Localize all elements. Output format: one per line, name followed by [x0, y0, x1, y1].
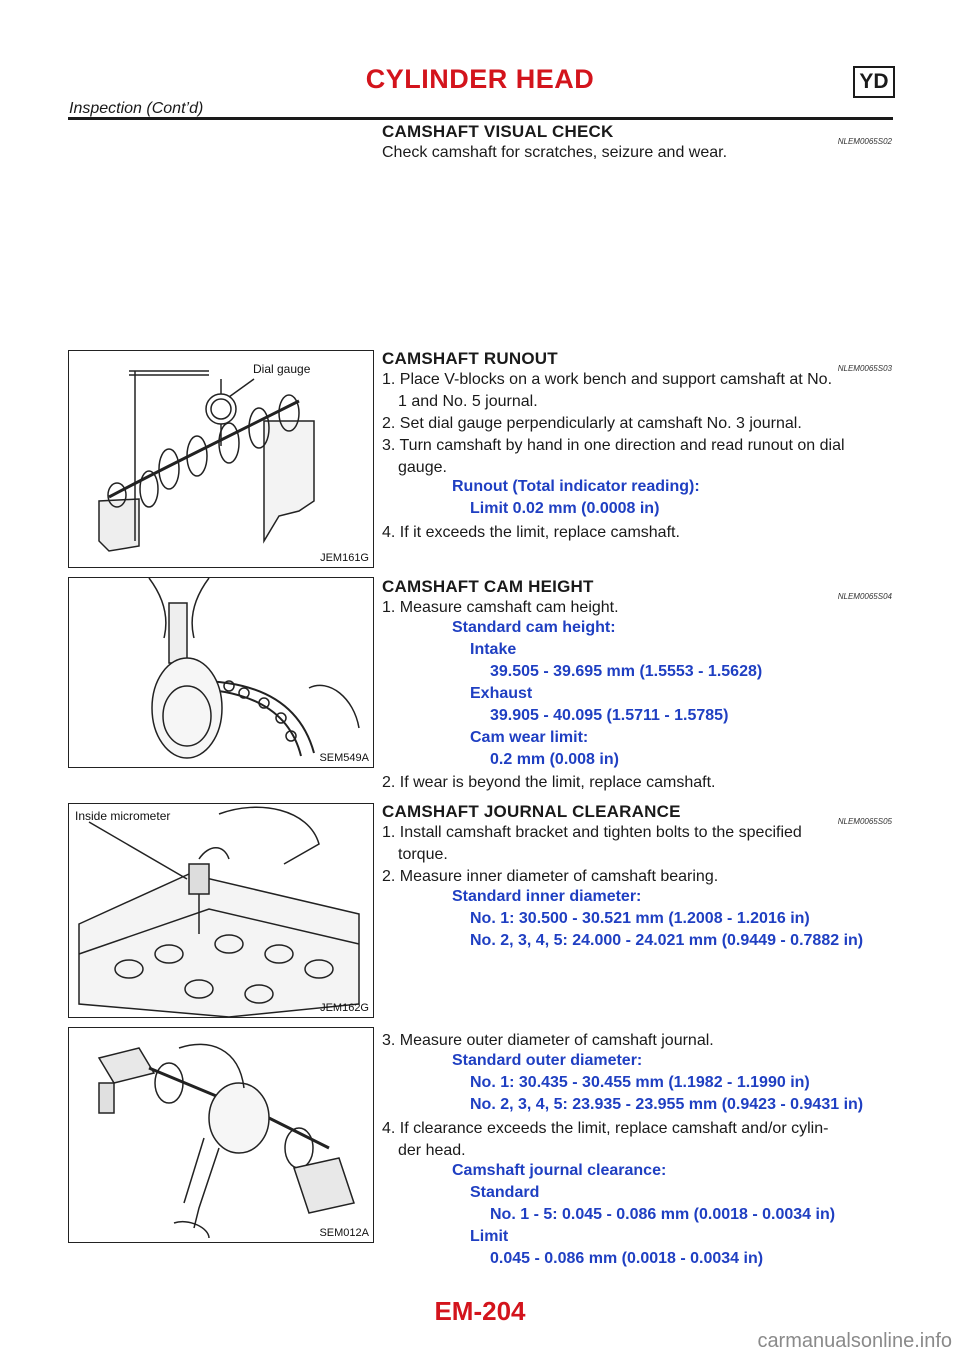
runout-heading: CAMSHAFT RUNOUT [382, 349, 558, 368]
figure-label-sem549a: SEM549A [319, 752, 369, 764]
model-badge: YD [853, 66, 895, 98]
dial-gauge-illustration [69, 351, 373, 567]
clearance-title: Camshaft journal clearance: [452, 1162, 667, 1179]
journal-measure-illustration [69, 1028, 373, 1242]
inside-micrometer-callout: Inside micrometer [75, 809, 171, 823]
cam-height-exhaust: Exhaust [470, 685, 533, 702]
runout-step-4: 4. If it exceeds the limit, replace camshaft. [382, 524, 680, 541]
dial-gauge-callout: Dial gauge [253, 362, 311, 376]
cam-height-step-2: 2. If wear is beyond the limit, replace camshaft. [382, 774, 716, 791]
visual-check-code: NLEM0065S02 [837, 137, 892, 146]
inner-diameter-no2-5: No. 2, 3, 4, 5: 24.000 - 24.021 mm (0.9449 - 0.7882 in) [470, 932, 864, 949]
figure-label-jem162g: JEM162G [320, 1002, 369, 1014]
clearance-limit-value: 0.045 - 0.086 mm (0.0018 - 0.0034 in) [490, 1250, 764, 1267]
visual-check-heading: CAMSHAFT VISUAL CHECK [382, 122, 614, 141]
cylinder-head-illustration [69, 804, 373, 1017]
cam-height-intake: Intake [470, 641, 517, 658]
runout-step-1-cont: 1 and No. 5 journal. [398, 393, 538, 410]
figure-inside-micrometer [68, 803, 374, 1018]
cam-height-step-1: 1. Measure camshaft cam height. [382, 599, 619, 616]
cam-height-exhaust-value: 39.905 - 40.095 (1.5711 - 1.5785) [490, 707, 729, 724]
journal-code: NLEM0065S05 [837, 817, 892, 826]
runout-spec-title: Runout (Total indicator reading): [452, 478, 700, 495]
inner-diameter-no1: No. 1: 30.500 - 30.521 mm (1.2008 - 1.2016 in) [470, 910, 810, 927]
outer-diameter-no1: No. 1: 30.435 - 30.455 mm (1.1982 - 1.1990 in) [470, 1074, 810, 1091]
runout-step-1: 1. Place V-blocks on a work bench and support camshaft at No. [382, 371, 833, 388]
journal-step-4-cont: der head. [398, 1142, 466, 1159]
runout-spec-limit: Limit 0.02 mm (0.0008 in) [470, 500, 660, 517]
clearance-standard-value: No. 1 - 5: 0.045 - 0.086 mm (0.0018 - 0.0034 in) [490, 1206, 836, 1223]
visual-check-text: Check camshaft for scratches, seizure and wear. [382, 144, 728, 161]
cam-height-heading: CAMSHAFT CAM HEIGHT [382, 577, 594, 596]
header-rule [68, 117, 893, 120]
figure-cam-height [68, 577, 374, 768]
cam-height-code: NLEM0065S04 [837, 592, 892, 601]
cam-wear-limit: Cam wear limit: [470, 729, 589, 746]
page-subtitle: Inspection (Cont’d) [69, 100, 204, 117]
micrometer-illustration [69, 578, 373, 767]
cam-height-spec-title: Standard cam height: [452, 619, 616, 636]
cam-wear-limit-value: 0.2 mm (0.008 in) [490, 751, 619, 768]
clearance-standard: Standard [470, 1184, 540, 1201]
outer-diameter-title: Standard outer diameter: [452, 1052, 643, 1069]
figure-dial-gauge [68, 350, 374, 568]
page-number: EM-204 [434, 1296, 526, 1326]
clearance-limit: Limit [470, 1228, 509, 1245]
runout-step-3: 3. Turn camshaft by hand in one direction and read runout on dial [382, 437, 845, 454]
runout-code: NLEM0065S03 [837, 364, 892, 373]
journal-step-3: 3. Measure outer diameter of camshaft journal. [382, 1032, 714, 1049]
journal-step-4: 4. If clearance exceeds the limit, replace camshaft and/or cylin- [382, 1120, 829, 1137]
watermark: carmanualsonline.info [757, 1330, 952, 1352]
journal-heading: CAMSHAFT JOURNAL CLEARANCE [382, 802, 681, 821]
inner-diameter-title: Standard inner diameter: [452, 888, 642, 905]
outer-diameter-no2-5: No. 2, 3, 4, 5: 23.935 - 23.955 mm (0.9423 - 0.9431 in) [470, 1096, 864, 1113]
journal-step-1-cont: torque. [398, 846, 448, 863]
journal-step-2: 2. Measure inner diameter of camshaft bearing. [382, 868, 719, 885]
figure-outer-micrometer [68, 1027, 374, 1243]
page-title: CYLINDER HEAD [365, 64, 595, 94]
figure-label-jem161g: JEM161G [320, 552, 369, 564]
runout-step-3-cont: gauge. [398, 459, 447, 476]
cam-height-intake-value: 39.505 - 39.695 mm (1.5553 - 1.5628) [490, 663, 763, 680]
journal-step-1: 1. Install camshaft bracket and tighten bolts to the specified [382, 824, 802, 841]
runout-step-2: 2. Set dial gauge perpendicularly at camshaft No. 3 journal. [382, 415, 802, 432]
figure-label-sem012a: SEM012A [319, 1227, 369, 1239]
